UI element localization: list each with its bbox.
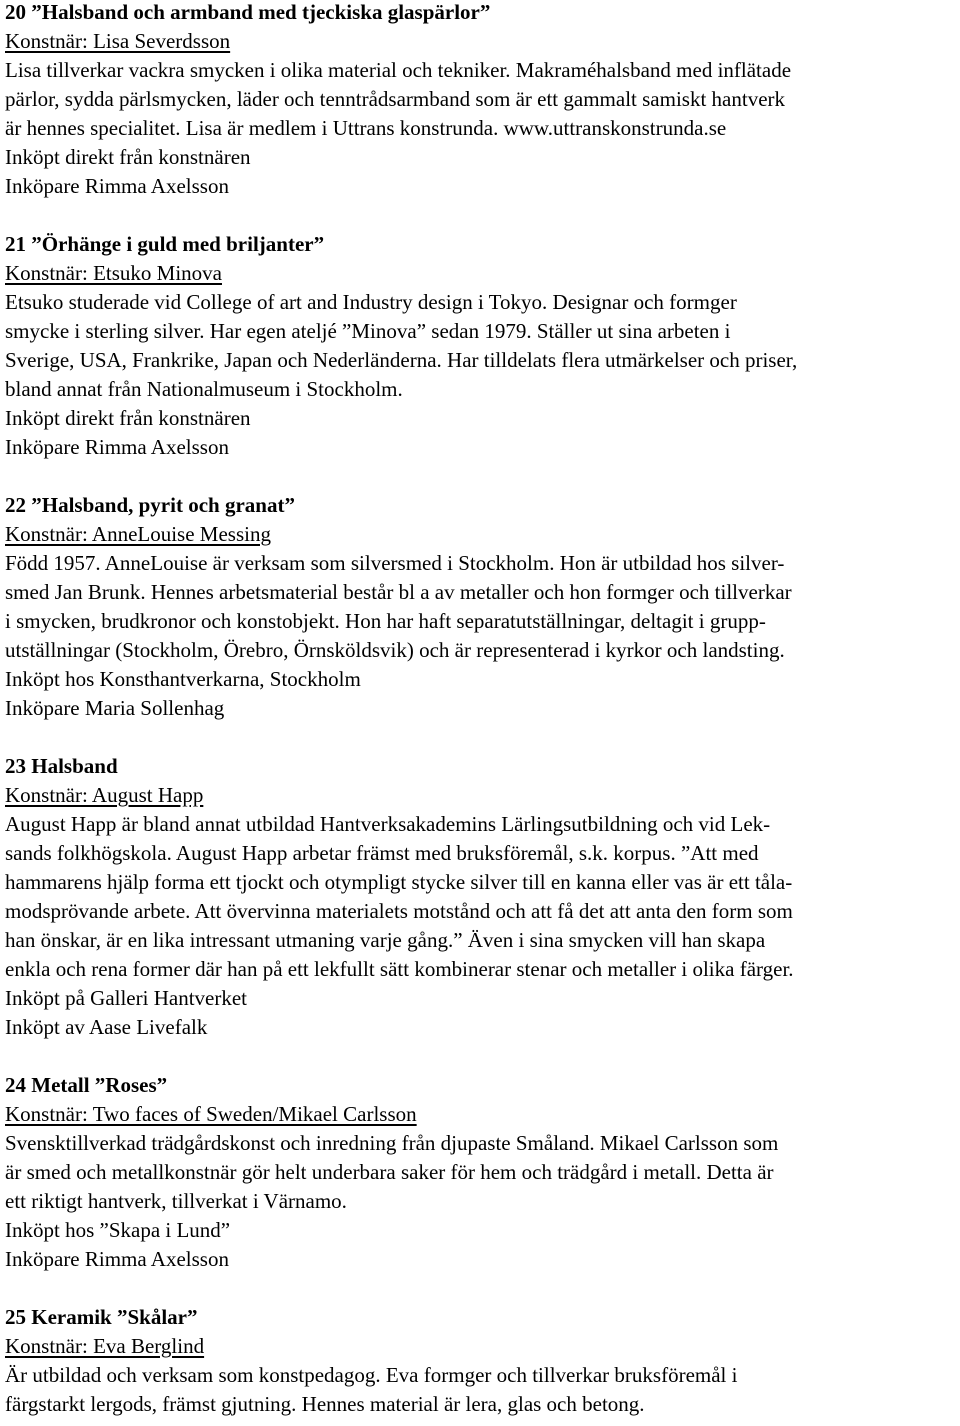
description-line: ett riktigt hantverk, tillverkat i Värnamo.: [5, 1189, 347, 1213]
description-line: enkla och rena former där han på ett lekfullt sätt kombinerar stenar och metaller i olika färger.: [5, 957, 794, 981]
description-line: modsprövande arbete. Att övervinna materialets motstånd och att få det att anta den form som: [5, 899, 793, 923]
description-line: Sverige, USA, Frankrike, Japan och Nederländerna. Har tilldelats flera utmärkelser och priser,: [5, 348, 798, 372]
catalog-entry-22: [5, 491, 955, 723]
artist-name: Konstnär: Two faces of Sweden/Mikael Carlsson: [5, 1102, 417, 1126]
description-line: Etsuko studerade vid College of art and Industry design i Tokyo. Designar och formger: [5, 290, 737, 314]
purchaser: Inköpare Maria Sollenhag: [5, 696, 225, 720]
description-line: Född 1957. AnneLouise är verksam som silversmed i Stockholm. Hon är utbildad hos silver-: [5, 551, 785, 575]
entry-title: 24 Metall ”Roses”: [5, 1073, 168, 1097]
purchaser: Inköpare Rimma Axelsson: [5, 174, 229, 198]
description-line: är smed och metallkonstnär gör helt underbara saker för hem och trädgård i metall. Detta är: [5, 1160, 774, 1184]
description-line: utställningar (Stockholm, Örebro, Örnsköldsvik) och är representerad i kyrkor och landsting.: [5, 638, 785, 662]
catalog-entry-23: [5, 752, 955, 1042]
description-line: Svensktillverkad trädgårdskonst och inredning från djupaste Småland. Mikael Carlsson som: [5, 1131, 779, 1155]
purchase-source: Inköpt på Galleri Hantverket: [5, 986, 247, 1010]
description-line: han önskar, är en lika intressant utmaning varje gång.” Även i sina smycken vill han skapa: [5, 928, 766, 952]
purchase-source: Inköpt direkt från konstnären: [5, 406, 251, 430]
purchase-source: Inköpt direkt från konstnären: [5, 145, 251, 169]
description-line: smed Jan Brunk. Hennes arbetsmaterial består bl a av metaller och hon formger och tillverkar: [5, 580, 792, 604]
artist-name: Konstnär: Eva Berglind: [5, 1334, 205, 1358]
purchaser: Inköpt av Aase Livefalk: [5, 1015, 208, 1039]
entry-title: 22 ”Halsband, pyrit och granat”: [5, 493, 295, 517]
purchaser: Inköpare Rimma Axelsson: [5, 1247, 229, 1271]
entry-title: 25 Keramik ”Skålar”: [5, 1305, 198, 1329]
artist-name: Konstnär: August Happ: [5, 783, 204, 807]
catalog-entry-24: [5, 1071, 955, 1274]
description-line: är hennes specialitet. Lisa är medlem i Uttrans konstrunda. www.uttranskonstrunda.se: [5, 116, 727, 140]
entry-title: 23 Halsband: [5, 754, 118, 778]
description-line: i smycken, brudkronor och konstobjekt. Hon har haft separatutställningar, deltagit i grupp-: [5, 609, 766, 633]
catalog-entry-21: [5, 230, 955, 462]
description-line: bland annat från Nationalmuseum i Stockholm.: [5, 377, 403, 401]
entry-title: 20 ”Halsband och armband med tjeckiska glaspärlor”: [5, 0, 491, 24]
purchase-source: Inköpt hos Konsthantverkarna, Stockholm: [5, 667, 361, 691]
description-line: pärlor, sydda pärlsmycken, läder och tenntrådsarmband som är ett gammalt samiskt hantverk: [5, 87, 786, 111]
entry-title: 21 ”Örhänge i guld med briljanter”: [5, 232, 325, 256]
description-line: smycke i sterling silver. Har egen ateljé ”Minova” sedan 1979. Ställer ut sina arbeten i: [5, 319, 731, 343]
catalog-entry-20: [5, 0, 955, 201]
description-line: färgstarkt lergods, främst gjutning. Hennes material är lera, glas och betong.: [5, 1392, 645, 1416]
description-line: hammarens hjälp forma ett tjockt och otympligt stycke silver till en kanna eller vas är ett tåla-: [5, 870, 793, 894]
description-line: Lisa tillverkar vackra smycken i olika material och tekniker. Makraméhalsband med inflätade: [5, 58, 792, 82]
document-page: [5, 0, 955, 1419]
purchaser: Inköpare Rimma Axelsson: [5, 435, 229, 459]
artist-name: Konstnär: Lisa Severdsson: [5, 29, 231, 53]
artist-name: Konstnär: AnneLouise Messing: [5, 522, 271, 546]
artist-name: Konstnär: Etsuko Minova: [5, 261, 222, 285]
description-line: sands folkhögskola. August Happ arbetar främst med bruksföremål, s.k. korpus. ”Att med: [5, 841, 759, 865]
catalog-entry-25: [5, 1303, 955, 1419]
description-line: Är utbildad och verksam som konstpedagog. Eva formger och tillverkar bruksföremål i: [5, 1363, 738, 1387]
description-line: August Happ är bland annat utbildad Hantverksakademins Lärlingsutbildning och vid Lek-: [5, 812, 771, 836]
purchase-source: Inköpt hos ”Skapa i Lund”: [5, 1218, 231, 1242]
